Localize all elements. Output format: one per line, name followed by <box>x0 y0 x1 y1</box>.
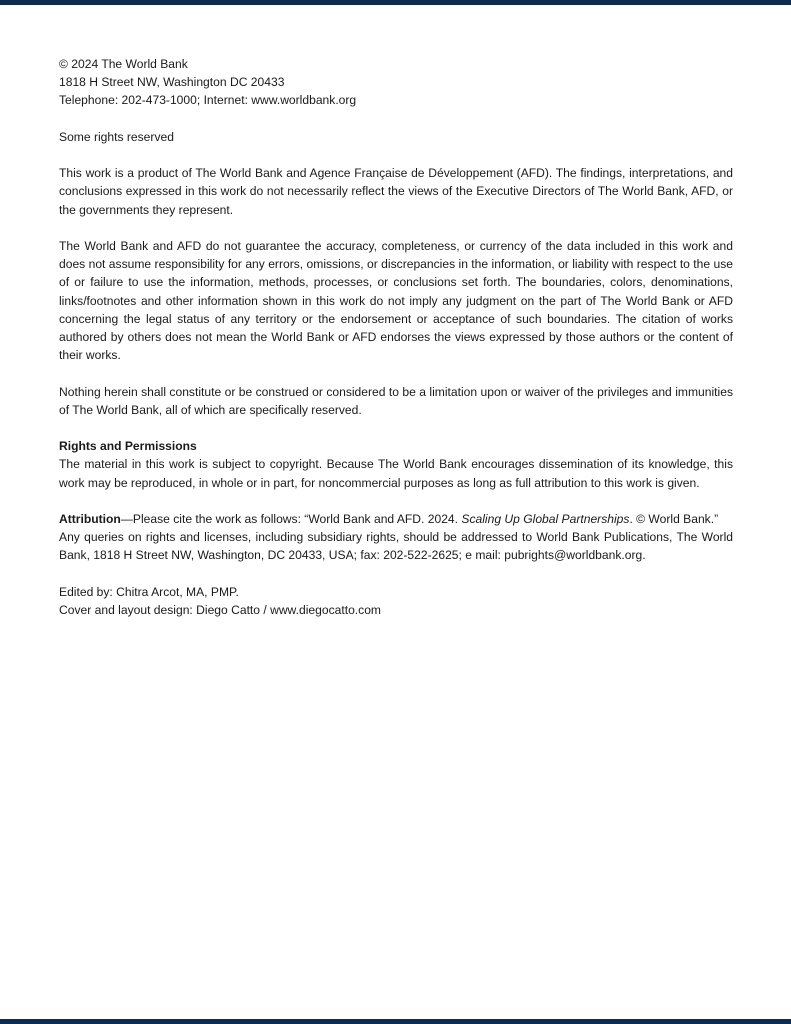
attribution-queries: Any queries on rights and licenses, including subsidiary rights, should be addressed to World Bank Publications, The World Bank, 1818 H Street NW, Washington, DC 20433, USA; fax: 202-522-2625; e mail: pubrights@worldbank.org. <box>59 530 733 563</box>
disclaimer-paragraph-3: Nothing herein shall constitute or be construed or considered to be a limitation upon or waiver of the privileges and immunities of The World Bank, all of which are specifically reserved. <box>59 384 733 417</box>
street-address: 1818 H Street NW, Washington DC 20433 <box>59 75 285 90</box>
copyright-page <box>59 55 733 637</box>
bottom-border-bar <box>0 1019 791 1024</box>
copyright-line: © 2024 The World Bank <box>59 57 188 71</box>
contact-line: Telephone: 202-473-1000; Internet: www.worldbank.org <box>59 93 357 108</box>
attribution-lead: —Please cite the work as follows: “World Bank and AFD. 2024. <box>120 511 462 526</box>
disclaimer-paragraph-1: This work is a product of The World Bank and Agence Française de Développement (AFD). The findings, interpretations, and conclusions expressed in this work do not necessarily reflect the views of the Executive Directors of The World Bank, AFD, or the governments they represent. <box>59 166 733 217</box>
disclaimer-paragraph-2: The World Bank and AFD do not guarantee the accuracy, completeness, or currency of the data included in this work and does not assume responsibility for any errors, omissions, or discrepancies in the information, or liability with respect to the use of or failure to use the information, methods, processes, or conclusions set forth. The boundaries, colors, denominations, links/footnotes and other information shown in this work do not imply any judgment on the part of The World Bank or AFD concerning the legal status of any territory or the endorsement or acceptance of such boundaries. The citation of works authored by others does not mean the World Bank or AFD endorses the views expressed by those authors or the content of their works. <box>59 238 733 363</box>
attribution-label: Attribution <box>59 511 121 526</box>
rights-permissions-heading: Rights and Permissions <box>59 439 197 454</box>
top-border-bar <box>0 0 791 5</box>
attribution-section <box>59 510 733 565</box>
design-credit: Cover and layout design: Diego Catto / www.diegocatto.com <box>59 602 382 617</box>
credits-block <box>59 583 733 619</box>
publisher-address-block <box>59 55 733 110</box>
attribution-citation <box>59 510 733 528</box>
attribution-title: Scaling Up Global Partnerships <box>461 511 630 526</box>
editor-credit: Edited by: Chitra Arcot, MA, PMP. <box>59 584 239 599</box>
rights-reserved: Some rights reserved <box>59 129 174 144</box>
rights-permissions-body: The material in this work is subject to copyright. Because The World Bank encourages dissemination of its knowledge, this work may be reproduced, in whole or in part, for noncommercial purposes as long as full attribution to this work is given. <box>59 457 733 490</box>
attribution-tail: . © World Bank.” <box>629 511 719 526</box>
rights-permissions-section <box>59 437 733 492</box>
